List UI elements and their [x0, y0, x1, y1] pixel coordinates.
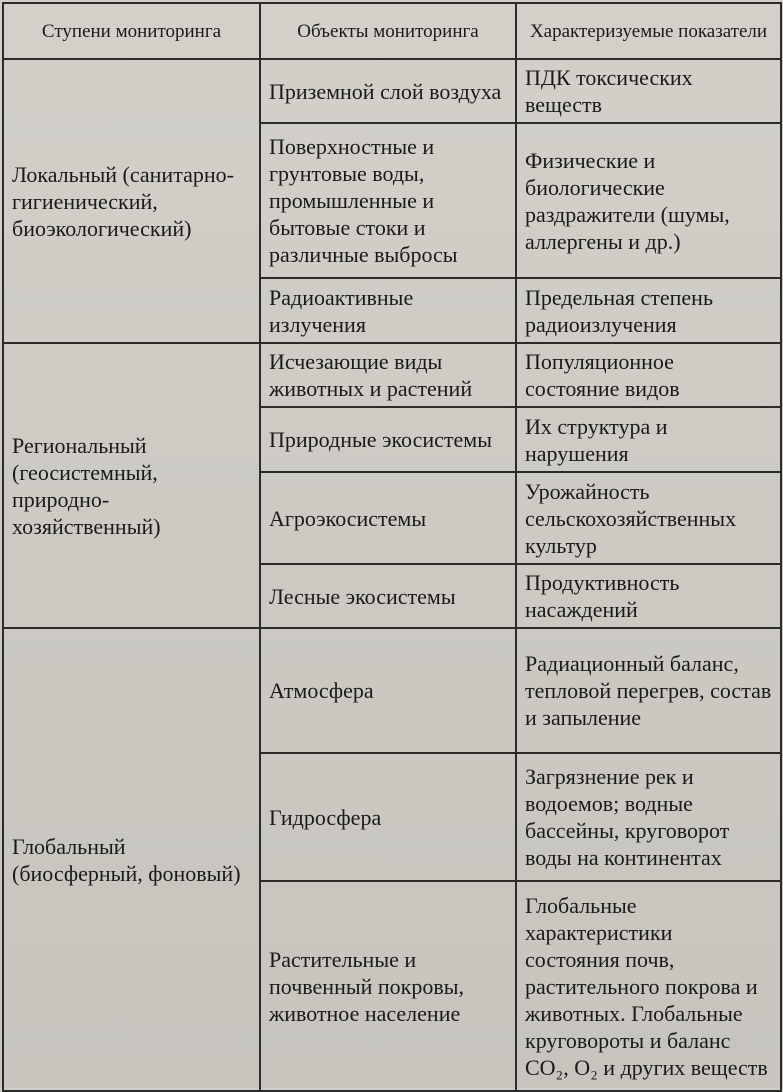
indicator-cell: ПДК токсических веществ [516, 59, 781, 123]
indicator-cell: Глобальные характеристики состояния почв, растительного покрова и животных. Глобальные круговороты и баланс CO₂, O₂ и других веществ [516, 881, 781, 1091]
indicator-cell: Физические и биологические раздражители (шумы, аллергены и др.) [516, 123, 781, 278]
indicator-cell: Радиационный баланс, тепловой перегрев, состав и запыление [516, 628, 781, 753]
indicator-cell: Урожайность сельскохозяйственных культур [516, 472, 781, 564]
object-cell: Радиоактивные излучения [260, 278, 516, 343]
header-indicators: Характеризуемые показатели [516, 3, 781, 59]
table-row [3, 343, 781, 407]
object-cell: Природные экосистемы [260, 407, 516, 472]
object-cell: Растительные и почвенный покровы, животное население [260, 881, 516, 1091]
object-cell: Исчезающие виды животных и растений [260, 343, 516, 407]
indicator-cell: Популяционное состояние видов [516, 343, 781, 407]
object-cell: Лесные экосистемы [260, 564, 516, 628]
level-global: Глобальный (биосферный, фоновый) [3, 628, 260, 1091]
object-cell: Гидросфера [260, 753, 516, 881]
indicator-cell: Загрязнение рек и водоемов; водные бассейны, круговорот воды на континентах [516, 753, 781, 881]
object-cell: Приземной слой воздуха [260, 59, 516, 123]
header-objects: Объекты мониторинга [260, 3, 516, 59]
object-cell: Агроэкосистемы [260, 472, 516, 564]
object-cell: Поверхностные и грунтовые воды, промышленные и бытовые стоки и различные выбросы [260, 123, 516, 278]
header-levels: Ступени мониторинга [3, 3, 260, 59]
indicator-cell: Продуктивность насаждений [516, 564, 781, 628]
indicator-cell: Их структура и нарушения [516, 407, 781, 472]
table-header-row [3, 3, 781, 59]
monitoring-table [2, 2, 782, 1092]
level-regional: Региональный (геосистемный, природно-хозяйственный) [3, 343, 260, 628]
object-cell: Атмосфера [260, 628, 516, 753]
level-local: Локальный (санитарно-гигиенический, биоэкологический) [3, 59, 260, 343]
table-row [3, 59, 781, 123]
indicator-cell: Предельная степень радиоизлучения [516, 278, 781, 343]
table-row [3, 628, 781, 753]
